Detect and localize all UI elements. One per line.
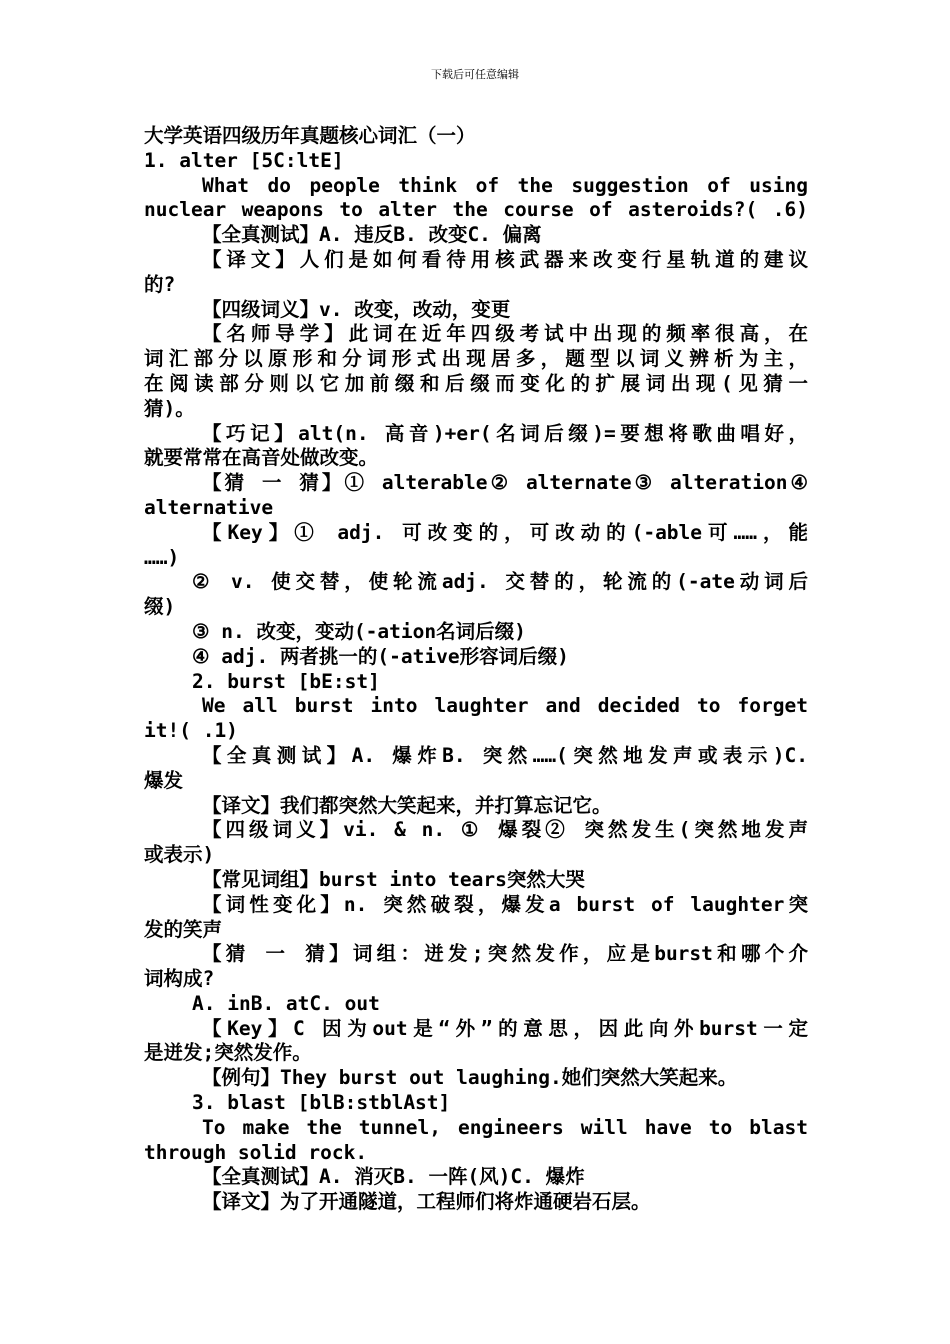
example-phrase: 【例句】They burst out laughing.她们突然大笑起来。 (202, 1066, 738, 1090)
test-options: 【全真测试】A. 违反B. 改变C. 偏离 (202, 223, 542, 247)
example-sentence: What do people think of the suggestion of using (202, 173, 808, 197)
test-options: 【全真测试】A. 消灭B. 一阵(风)C. 爆炸 (202, 1165, 585, 1189)
key-answer-cont: 缀) (144, 595, 176, 619)
teacher-guide-cont: 猜)。 (144, 396, 195, 420)
guess-section: 【猜 一 猜】① alterable② alternate③ alteration④ (202, 471, 808, 495)
key-answer: 【Key】C 因为out是“外”的意思，因此向外burst一定 (202, 1016, 808, 1040)
common-phrases: 【常见词组】burst into tears突然大哭 (202, 867, 585, 891)
guess-section-cont: alternative (144, 495, 274, 519)
translation: 【译文】人们是如何看待用核武器来改变行星轨道的建议 (202, 247, 808, 271)
example-sentence-cont: it!( .1) (144, 719, 238, 743)
key-answer: 【Key】① adj. 可改变的，可改动的(-able可……，能 (202, 520, 808, 544)
translation: 【译文】我们都突然大笑起来，并打算忘记它。 (202, 793, 612, 817)
entry-heading-burst: 2. burst [bE:st] (192, 669, 380, 693)
memory-tip-cont: 就要常常在高音处做改变。 (144, 446, 379, 470)
guess-options: A. inB. atC. out (192, 991, 380, 1015)
guess-section: 【猜 一 猜】词组：迸发;突然发作，应是burst和哪个介 (202, 942, 808, 966)
key-answer-cont: 是迸发;突然发作。 (144, 1041, 312, 1065)
test-options-cont: 爆发 (144, 768, 184, 792)
example-sentence: To make the tunnel, engineers will have to blast (202, 1115, 808, 1139)
memory-tip: 【巧记】alt(n. 高音)+er(名词后缀)=要想将歌曲唱好， (202, 421, 808, 445)
word-meaning: 【四级词义】v. 改变，改动，变更 (202, 297, 511, 321)
key-answer-item: ② v. 使交替，使轮流adj. 交替的，轮流的(-ate动词后 (192, 570, 808, 594)
part-of-speech-change: 【词性变化】n. 突然破裂，爆发a burst of laughter突 (202, 892, 808, 916)
word-meaning-cont: 或表示) (144, 843, 215, 867)
translation: 【译文】为了开通隧道，工程师们将炸通硬岩石层。 (202, 1190, 651, 1214)
key-answer-item: ③ n. 改变，变动(-ation名词后缀) (192, 619, 526, 643)
key-answer-item: ④ adj. 两者挑一的(-ative形容词后缀) (192, 644, 569, 668)
example-sentence-cont: through solid rock. (144, 1140, 368, 1164)
teacher-guide: 【名师导学】此词在近年四级考试中出现的频率很高，在 (202, 322, 808, 346)
translation-cont: 的? (144, 272, 176, 296)
key-answer-cont: ……) (144, 545, 180, 569)
entry-heading-alter: 1. alter [5C:ltE] (144, 148, 344, 172)
example-sentence: We all burst into laughter and decided to forget (202, 694, 808, 718)
word-meaning: 【四级词义】vi. & n. ① 爆裂② 突然发生(突然地发声 (202, 818, 808, 842)
teacher-guide-cont: 在阅读部分则以它加前缀和后缀而变化的扩展词出现(见猜一 (144, 371, 808, 395)
document-title: 大学英语四级历年真题核心词汇（一） (144, 124, 476, 147)
test-options: 【全真测试】A. 爆炸B. 突然……(突然地发声或表示)C. (202, 743, 808, 767)
guess-section-cont: 词构成? (144, 967, 215, 991)
teacher-guide-cont: 词汇部分以原形和分词形式出现居多，题型以词义辨析为主， (144, 347, 808, 371)
page-header: 下载后可任意编辑 (431, 68, 519, 81)
example-sentence-cont: nuclear weapons to alter the course of asteroids?( .6) (144, 198, 808, 222)
document-body (144, 124, 808, 1215)
entry-heading-blast: 3. blast [blB:stblAst] (192, 1091, 451, 1115)
part-of-speech-change-cont: 发的笑声 (144, 917, 223, 941)
